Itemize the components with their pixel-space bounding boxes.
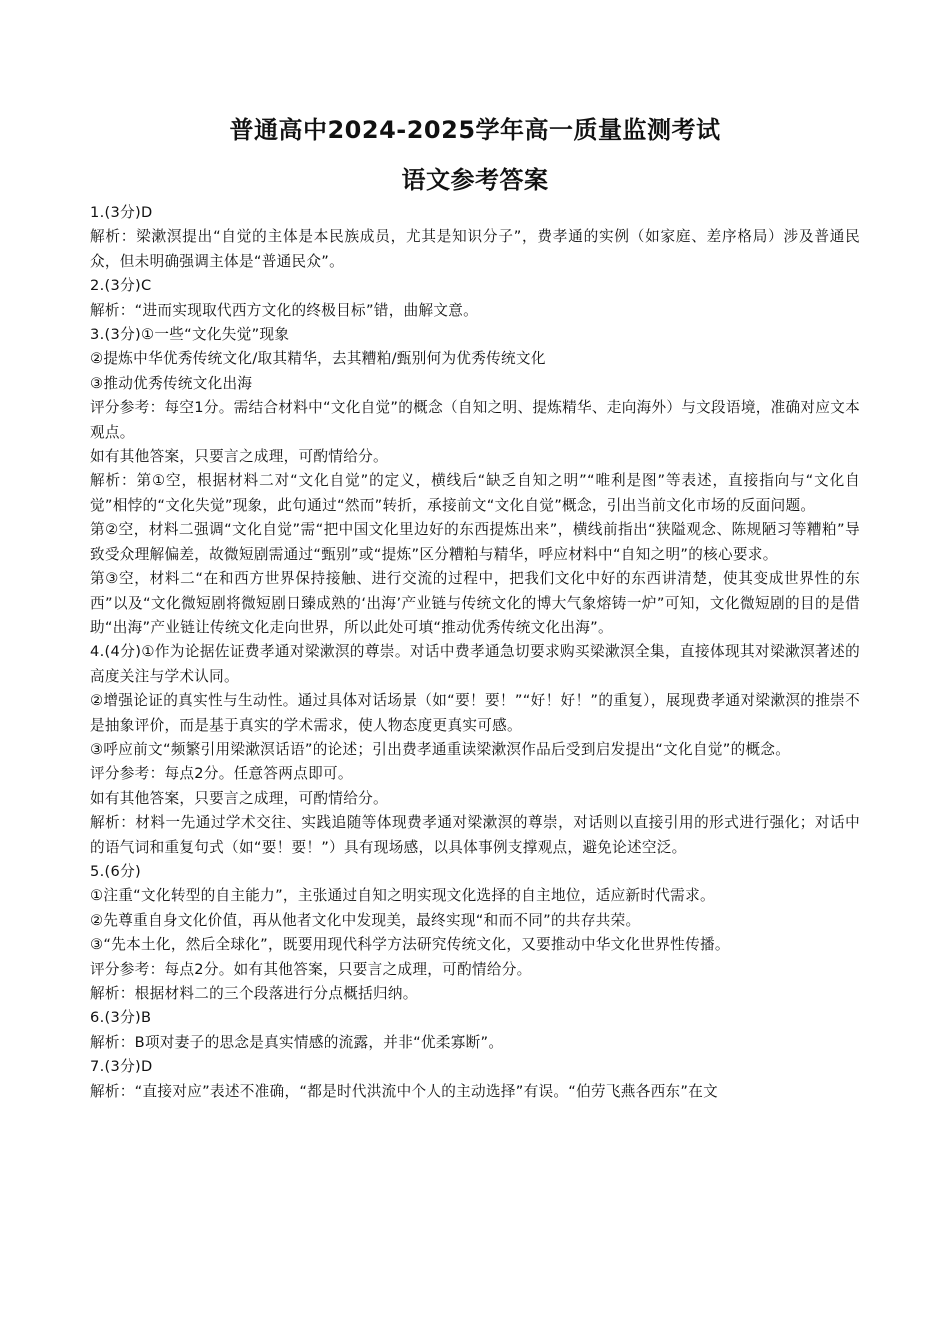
answer-line: 5.(6分) xyxy=(90,862,141,880)
answer-line: ②增强论证的真实性与生动性。通过具体对话场景（如“要！要！”“好！好！”的重复），展现费孝通对梁漱溟的推崇不是抽象评价，而是基于真实的学术需求，使人物态度更真实可感。 xyxy=(90,692,860,734)
answer-line: 评分参考：每点2分。任意答两点即可。 xyxy=(90,765,353,783)
answer-line: 解析：第①空，根据材料二对“文化自觉”的定义，横线后“缺乏自知之明”“唯利是图”等表述，直接指向与“文化自觉”相悖的“文化失觉”现象，此句通过“然而”转折，承接前文“文化自觉”概念，引出当前文化市场的反面问题。 xyxy=(90,472,860,514)
answer-line: 解析：B项对妻子的思念是真实情感的流露，并非“优柔寡断”。 xyxy=(90,1033,504,1051)
answer-line: 解析：“直接对应”表述不准确，“都是时代洪流中个人的主动选择”有误。“伯劳飞燕各西东”在文 xyxy=(90,1082,719,1100)
document-title: 普通高中2024-2025学年高一质量监测考试 xyxy=(229,116,721,144)
answer-line: ③“先本土化，然后全球化”，既要用现代科学方法研究传统文化，又要推动中华文化世界性传播。 xyxy=(90,936,730,954)
answer-line: 第③空，材料二“在和西方世界保持接触、进行交流的过程中，把我们文化中好的东西讲清楚，使其变成世界性的东西”以及“文化微短剧将微短剧日臻成熟的‘出海’产业链与传统文化的博大气象熔铸一炉”可知，文化微短剧的目的是借助“出海”产业链让传统文化走向世界，所以此处可填“推动优秀传统文化出海”。 xyxy=(90,570,860,636)
answer-line: 7.(3分)D xyxy=(90,1058,153,1076)
answer-line: 评分参考：每点2分。如有其他答案，只要言之成理，可酌情给分。 xyxy=(90,960,532,978)
answer-line: 解析：根据材料二的三个段落进行分点概括归纳。 xyxy=(90,985,418,1002)
answer-line: 1.(3分)D xyxy=(90,204,153,221)
answer-line: 如有其他答案，只要言之成理，可酌情给分。 xyxy=(90,789,388,807)
answer-line: 2.(3分)C xyxy=(90,277,152,295)
answer-line: 解析：梁漱溟提出“自觉的主体是本民族成员，尤其是知识分子”，费孝通的实例（如家庭、差序格局）涉及普通民众，但未明确强调主体是“普通民众”。 xyxy=(90,228,860,270)
answer-line: ③呼应前文“频繁引用梁漱溟话语”的论述；引出费孝通重读梁漱溟作品后受到启发提出“文化自觉”的概念。 xyxy=(90,740,791,758)
answer-body xyxy=(90,201,860,1104)
answer-line: 6.(3分)B xyxy=(90,1009,152,1027)
answer-line: ③推动优秀传统文化出海 xyxy=(90,374,253,392)
answer-line: ②先尊重自身文化价值，再从他者文化中发现美，最终实现“和而不同”的共存共荣。 xyxy=(90,911,641,929)
document-subtitle: 语文参考答案 xyxy=(401,166,549,194)
answer-line: 第②空，材料二强调“文化自觉”需“把中国文化里边好的东西提炼出来”，横线前指出“狭隘观念、陈规陋习等糟粕”导致受众理解偏差，故微短剧需通过“甄别”或“提炼”区分糟粕与精华，呼应材料中“自知之明”的核心要求。 xyxy=(90,521,860,563)
answer-line: ①注重“文化转型的自主能力”，主张通过自知之明实现文化选择的自主地位，适应新时代需求。 xyxy=(90,887,715,905)
answer-line: 3.(3分)①一些“文化失觉”现象 xyxy=(90,326,290,344)
answer-line: 评分参考：每空1分。需结合材料中“文化自觉”的概念（自知之明、提炼精华、走向海外）与文段语境，准确对应文本观点。 xyxy=(90,399,860,441)
answer-line: 4.(4分)①作为论据佐证费孝通对梁漱溟的尊崇。对话中费孝通急切要求购买梁漱溟全集，直接体现其对梁漱溟著述的高度关注与学术认同。 xyxy=(90,643,860,685)
answer-line: 解析：材料一先通过学术交往、实践追随等体现费孝通对梁漱溟的尊崇，对话则以直接引用的形式进行强化；对话中的语气词和重复句式（如“要！要！”）具有现场感，以具体事例支撑观点，避免论述空泛。 xyxy=(90,814,860,856)
answer-line: 如有其他答案，只要言之成理，可酌情给分。 xyxy=(90,448,388,466)
answer-line: ②提炼中华优秀传统文化/取其精华，去其糟粕/甄别何为优秀传统文化 xyxy=(90,350,546,368)
answer-line: 解析：“进而实现取代西方文化的终极目标”错，曲解文意。 xyxy=(90,301,479,319)
